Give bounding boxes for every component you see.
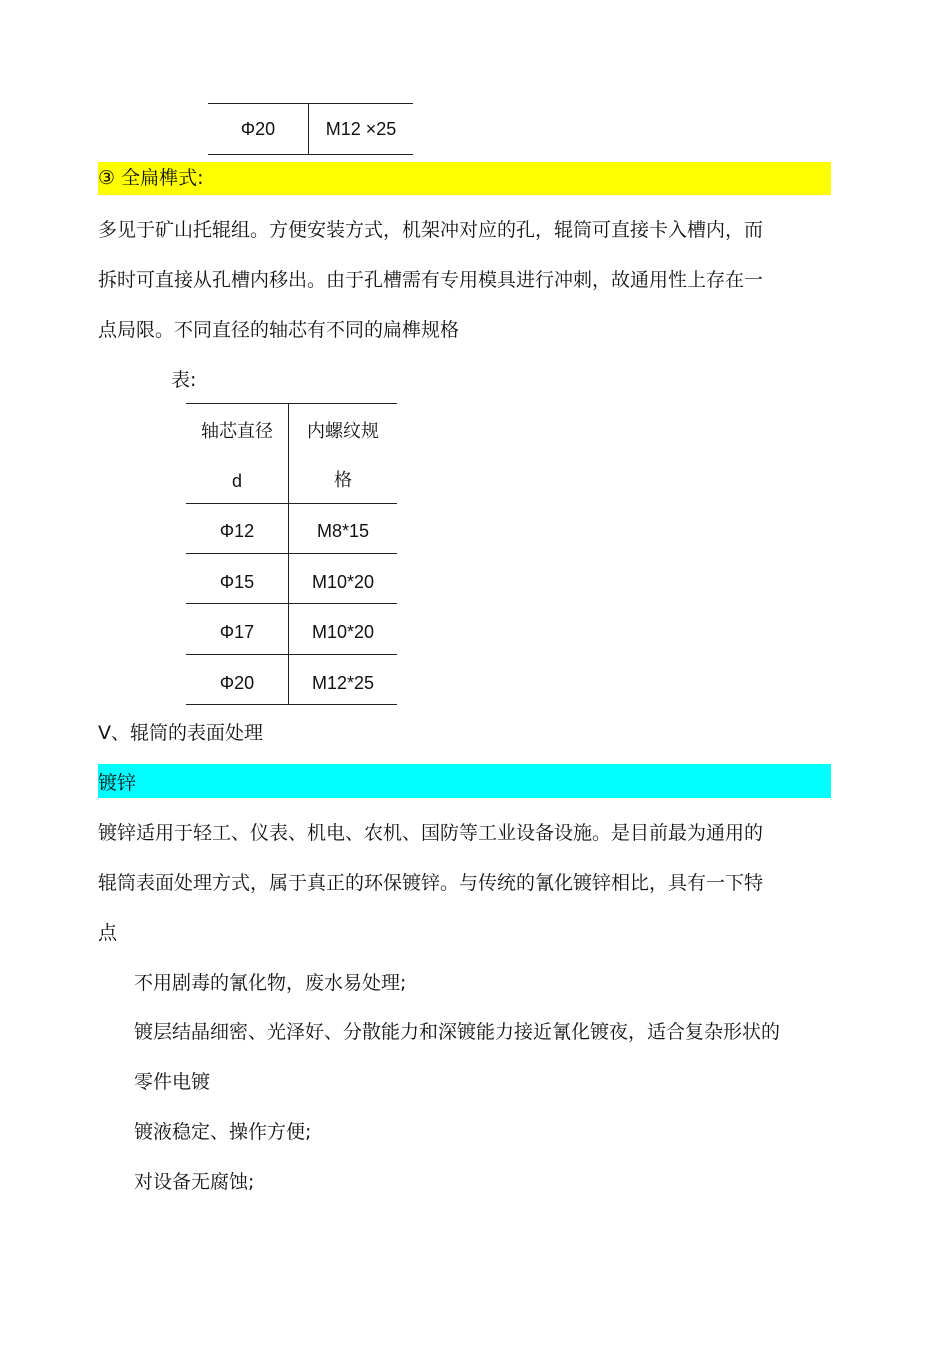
table-row-diameter: Φ17 [219, 622, 255, 642]
table-row-diameter: Φ12 [219, 521, 255, 541]
table-label: 表: [171, 369, 197, 391]
table-header-thread-cont: 格 [334, 470, 352, 491]
table-rule [186, 403, 397, 404]
table-rule [186, 654, 397, 655]
section3-paragraph-line-2: 拆时可直接从孔槽内移出。由于孔槽需有专用模具进行冲刺，故通用性上存在一 [98, 269, 764, 291]
table-rule [186, 704, 397, 705]
top-table-thread-cell: M12 ×25 [325, 119, 397, 139]
feature-item-continuation: 零件电镀 [134, 1071, 211, 1093]
section5-heading: V、辊筒的表面处理 [98, 722, 263, 744]
table-row-diameter: Φ20 [219, 673, 255, 693]
top-table-diameter-cell: Φ20 [240, 119, 276, 139]
section3-paragraph-line-1: 多见于矿山托辊组。方便安装方式，机架冲对应的孔，辊筒可直接卡入槽内，而 [98, 219, 764, 241]
table-rule [186, 553, 397, 554]
section5-paragraph-line-3: 点 [98, 922, 118, 944]
table-rule [186, 603, 397, 604]
table-row-thread: M10*20 [311, 572, 375, 592]
galvanizing-heading: 镀锌 [98, 772, 137, 794]
table-column-divider [288, 403, 289, 705]
section5-paragraph-line-1: 镀锌适用于轻工、仪表、机电、农机、国防等工业设备设施。是目前最为通用的 [98, 822, 764, 844]
table-row-thread: M10*20 [311, 622, 375, 642]
table-row-thread: M8*15 [316, 521, 370, 541]
section3-heading-highlight [98, 162, 831, 195]
table-header-diameter-symbol: d [231, 471, 242, 491]
section3-heading: ③ 全扁榫式: [98, 167, 204, 189]
table-header-diameter: 轴芯直径 [201, 421, 273, 442]
feature-item: 镀液稳定、操作方便; [134, 1121, 312, 1143]
top-spec-table-fragment [208, 103, 413, 155]
feature-item: 对设备无腐蚀; [134, 1171, 255, 1193]
table-row-diameter: Φ15 [219, 572, 255, 592]
feature-item: 镀层结晶细密、光泽好、分散能力和深镀能力接近氰化镀夜，适合复杂形状的 [134, 1021, 781, 1043]
table-header-thread: 内螺纹规 [307, 421, 379, 442]
galvanizing-heading-highlight [98, 764, 831, 798]
table-row-thread: M12*25 [311, 673, 375, 693]
table-rule [186, 503, 397, 504]
section5-paragraph-line-2: 辊筒表面处理方式，属于真正的环保镀锌。与传统的氰化镀锌相比，具有一下特 [98, 872, 764, 894]
section3-paragraph-line-3: 点局限。不同直径的轴芯有不同的扁榫规格 [98, 319, 460, 341]
shaft-spec-table [186, 403, 397, 705]
feature-item: 不用剧毒的氰化物，废水易处理; [134, 972, 407, 994]
